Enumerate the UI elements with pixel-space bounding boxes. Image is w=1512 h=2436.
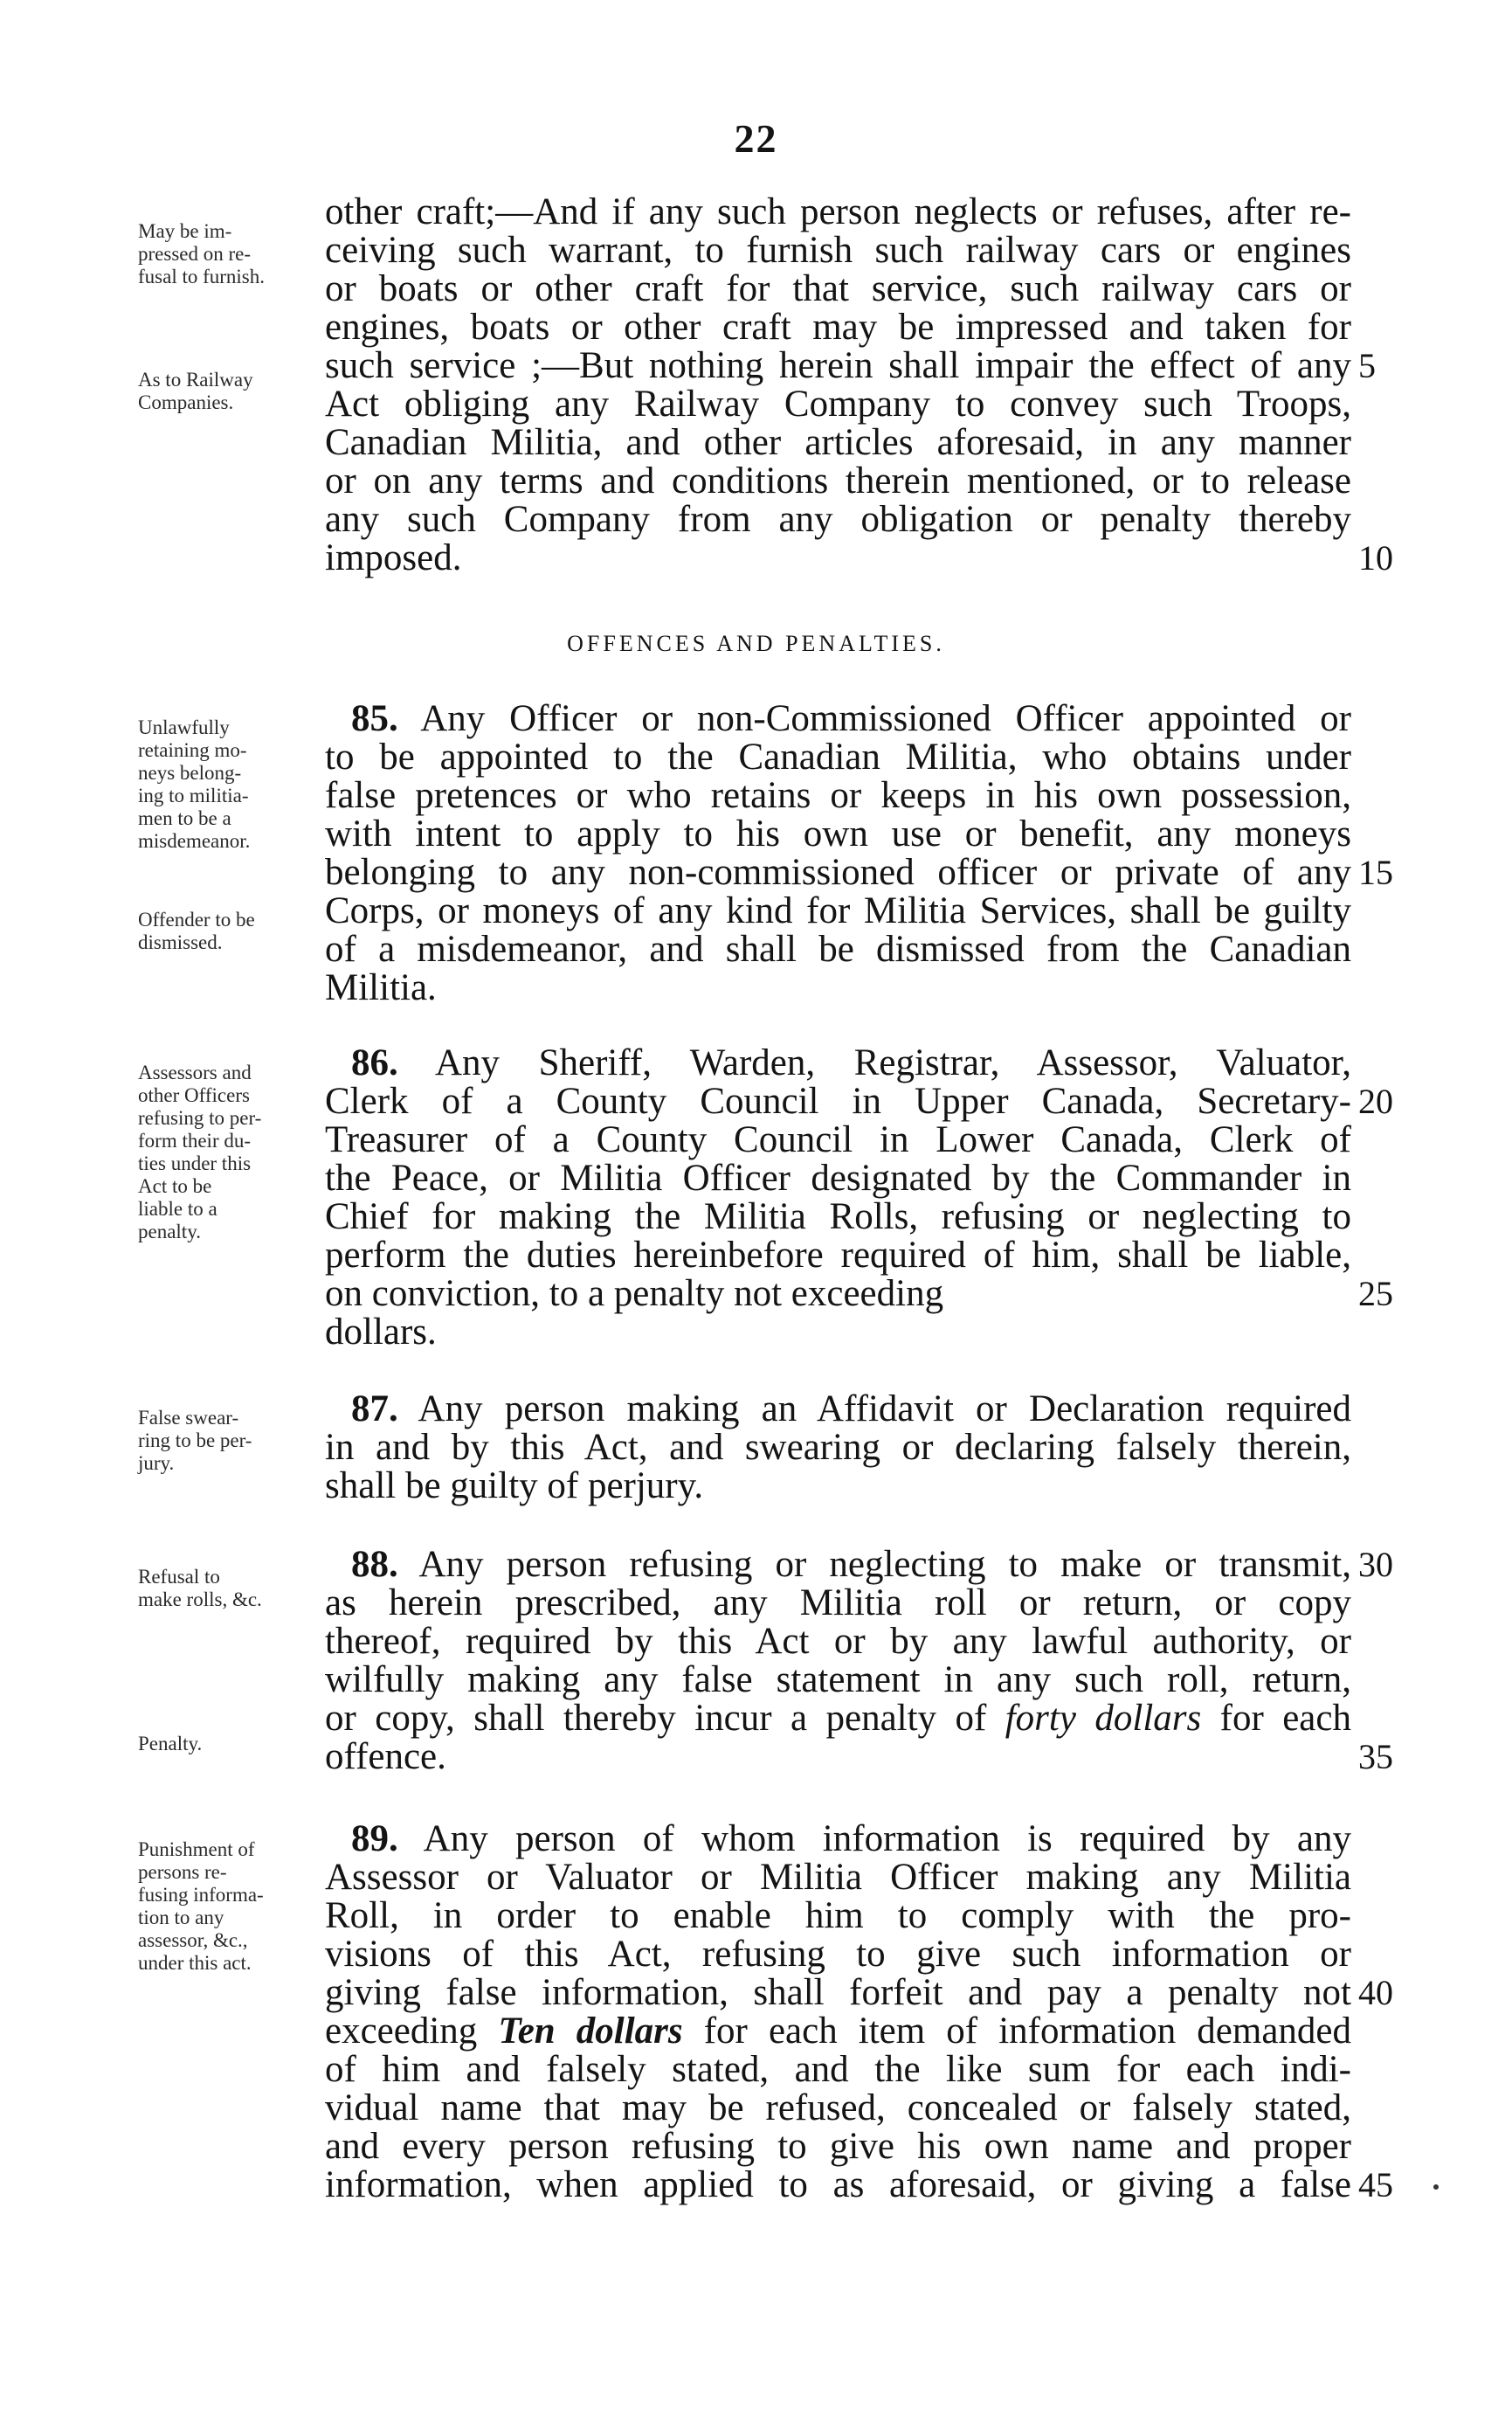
text-line: 85. Any Officer or non-Commissioned Officer appointed or [351, 698, 1351, 739]
text-line: of a misdemeanor, and shall be dismissed from the Canadian [325, 929, 1351, 970]
text-line: Treasurer of a County Council in Lower Canada, Clerk of [325, 1119, 1351, 1160]
text-line: Act obliging any Railway Company to convey such Troops, [325, 384, 1351, 425]
line-number: 15 [1358, 853, 1393, 892]
line-number: 5 [1358, 346, 1376, 385]
text-line: 88. Any person refusing or neglecting to make or transmit, [351, 1544, 1351, 1585]
text-line: ceiving such warrant, to furnish such railway cars or engines [325, 230, 1351, 271]
margin-note-penalty: Penalty. [138, 1733, 203, 1754]
text-line: visions of this Act, refusing to give such information or [325, 1934, 1351, 1975]
margin-note-refusal-rolls: Refusal to make rolls, &c. [138, 1566, 262, 1610]
margin-note-impressed: May be im- pressed on re- fusal to furnish. [138, 220, 266, 287]
text-line: such service ;—But nothing herein shall impair the effect of any [325, 345, 1351, 386]
section-number: 85. [351, 698, 398, 739]
text-line: the Peace, or Militia Officer designated by the Commander in [325, 1158, 1351, 1199]
text-line: Militia. [325, 967, 437, 1008]
print-speck [1433, 2184, 1439, 2190]
line-number: 40 [1358, 1973, 1393, 2012]
text-line: wilfully making any false statement in any such roll, return, [325, 1659, 1351, 1700]
section-number: 89. [351, 1818, 398, 1859]
text-line: Assessor or Valuator or Militia Officer making any Militia [325, 1857, 1351, 1898]
text-line: of him and falsely stated, and the like sum for each indi- [325, 2049, 1351, 2090]
margin-note-railway: As to Railway Companies. [138, 369, 253, 413]
text-line: dollars. [325, 1311, 437, 1353]
text-line: as herein prescribed, any Militia roll or return, or copy [325, 1582, 1351, 1623]
section-number: 86. [351, 1042, 398, 1083]
text-line: and every person refusing to give his own name and proper [325, 2126, 1351, 2167]
text-line: in and by this Act, and swearing or declaring falsely therein, [325, 1427, 1351, 1468]
line-number: 45 [1358, 2165, 1393, 2204]
text-line: false pretences or who retains or keeps in his own possession, [325, 775, 1351, 816]
text-line: on conviction, to a penalty not exceeding [325, 1273, 944, 1314]
text-line: thereof, required by this Act or by any lawful authority, or [325, 1621, 1351, 1662]
text-line: vidual name that may be refused, concealed or falsely stated, [325, 2087, 1351, 2128]
line-number: 35 [1358, 1737, 1393, 1776]
text-line: shall be guilty of perjury. [325, 1465, 704, 1506]
line-number: 10 [1358, 538, 1393, 578]
text-line: 86. Any Sheriff, Warden, Registrar, Assessor, Valuator, [351, 1042, 1351, 1083]
text-line: information, when applied to as aforesaid, or giving a false [325, 2164, 1351, 2205]
section-heading: OFFENCES AND PENALTIES. [567, 631, 945, 656]
page-number: 22 [734, 116, 778, 161]
text-line: or boats or other craft for that service, such railway cars or [325, 268, 1351, 309]
text-line: or on any terms and conditions therein mentioned, or to release [325, 460, 1351, 502]
text-line: to be appointed to the Canadian Militia, who obtains under [325, 737, 1351, 778]
text-line: other craft;—And if any such person neglects or refuses, after re- [325, 191, 1351, 232]
line-number: 20 [1358, 1082, 1393, 1121]
text-line: engines, boats or other craft may be impressed and taken for [325, 307, 1351, 348]
text-line: 87. Any person making an Affidavit or Declaration required [351, 1388, 1351, 1429]
line-number: 25 [1358, 1274, 1393, 1313]
text-line: perform the duties hereinbefore required of him, shall be liable, [325, 1235, 1351, 1276]
section-number: 88. [351, 1544, 398, 1585]
text-line: Clerk of a County Council in Upper Canada, Secretary- [325, 1081, 1351, 1122]
margin-note-unlawfully-retaining: Unlawfully retaining mo- neys belong- ing to militia- men to be a misdemeanor. [138, 716, 251, 852]
margin-note-assessors: Assessors and other Officers refusing to per- form their du- ties under this Act to be liable to a penalty. [138, 1062, 262, 1242]
text-line: 89. Any person of whom information is required by any [351, 1818, 1351, 1859]
text-line: belonging to any non-commissioned officer or private of any [325, 852, 1351, 893]
text-line: with intent to apply to his own use or benefit, any moneys [325, 813, 1351, 855]
text-line: Chief for making the Militia Rolls, refusing or neglecting to [325, 1196, 1351, 1237]
line-number: 30 [1358, 1545, 1393, 1584]
text-line: any such Company from any obligation or penalty thereby [325, 499, 1351, 540]
text-line: giving false information, shall forfeit and pay a penalty not [325, 1972, 1351, 2013]
section-number: 87. [351, 1388, 398, 1429]
margin-note-offender-dismissed: Offender to be dismissed. [138, 909, 255, 953]
text-line: offence. [325, 1736, 446, 1777]
text-line: Canadian Militia, and other articles aforesaid, in any manner [325, 422, 1351, 463]
text-line: Roll, in order to enable him to comply with the pro- [325, 1895, 1351, 1936]
margin-note-punishment: Punishment of persons re- fusing informa- tion to any assessor, &c., under this act. [138, 1838, 264, 1974]
text-line: or copy, shall thereby incur a penalty of forty dollars for each [325, 1698, 1351, 1739]
text-line: imposed. [325, 537, 462, 578]
text-line: exceeding Ten dollars for each item of information demanded [325, 2010, 1351, 2052]
text-line: Corps, or moneys of any kind for Militia Services, shall be guilty [325, 890, 1351, 931]
margin-note-false-swearing: False swear- ring to be per- jury. [138, 1407, 252, 1474]
